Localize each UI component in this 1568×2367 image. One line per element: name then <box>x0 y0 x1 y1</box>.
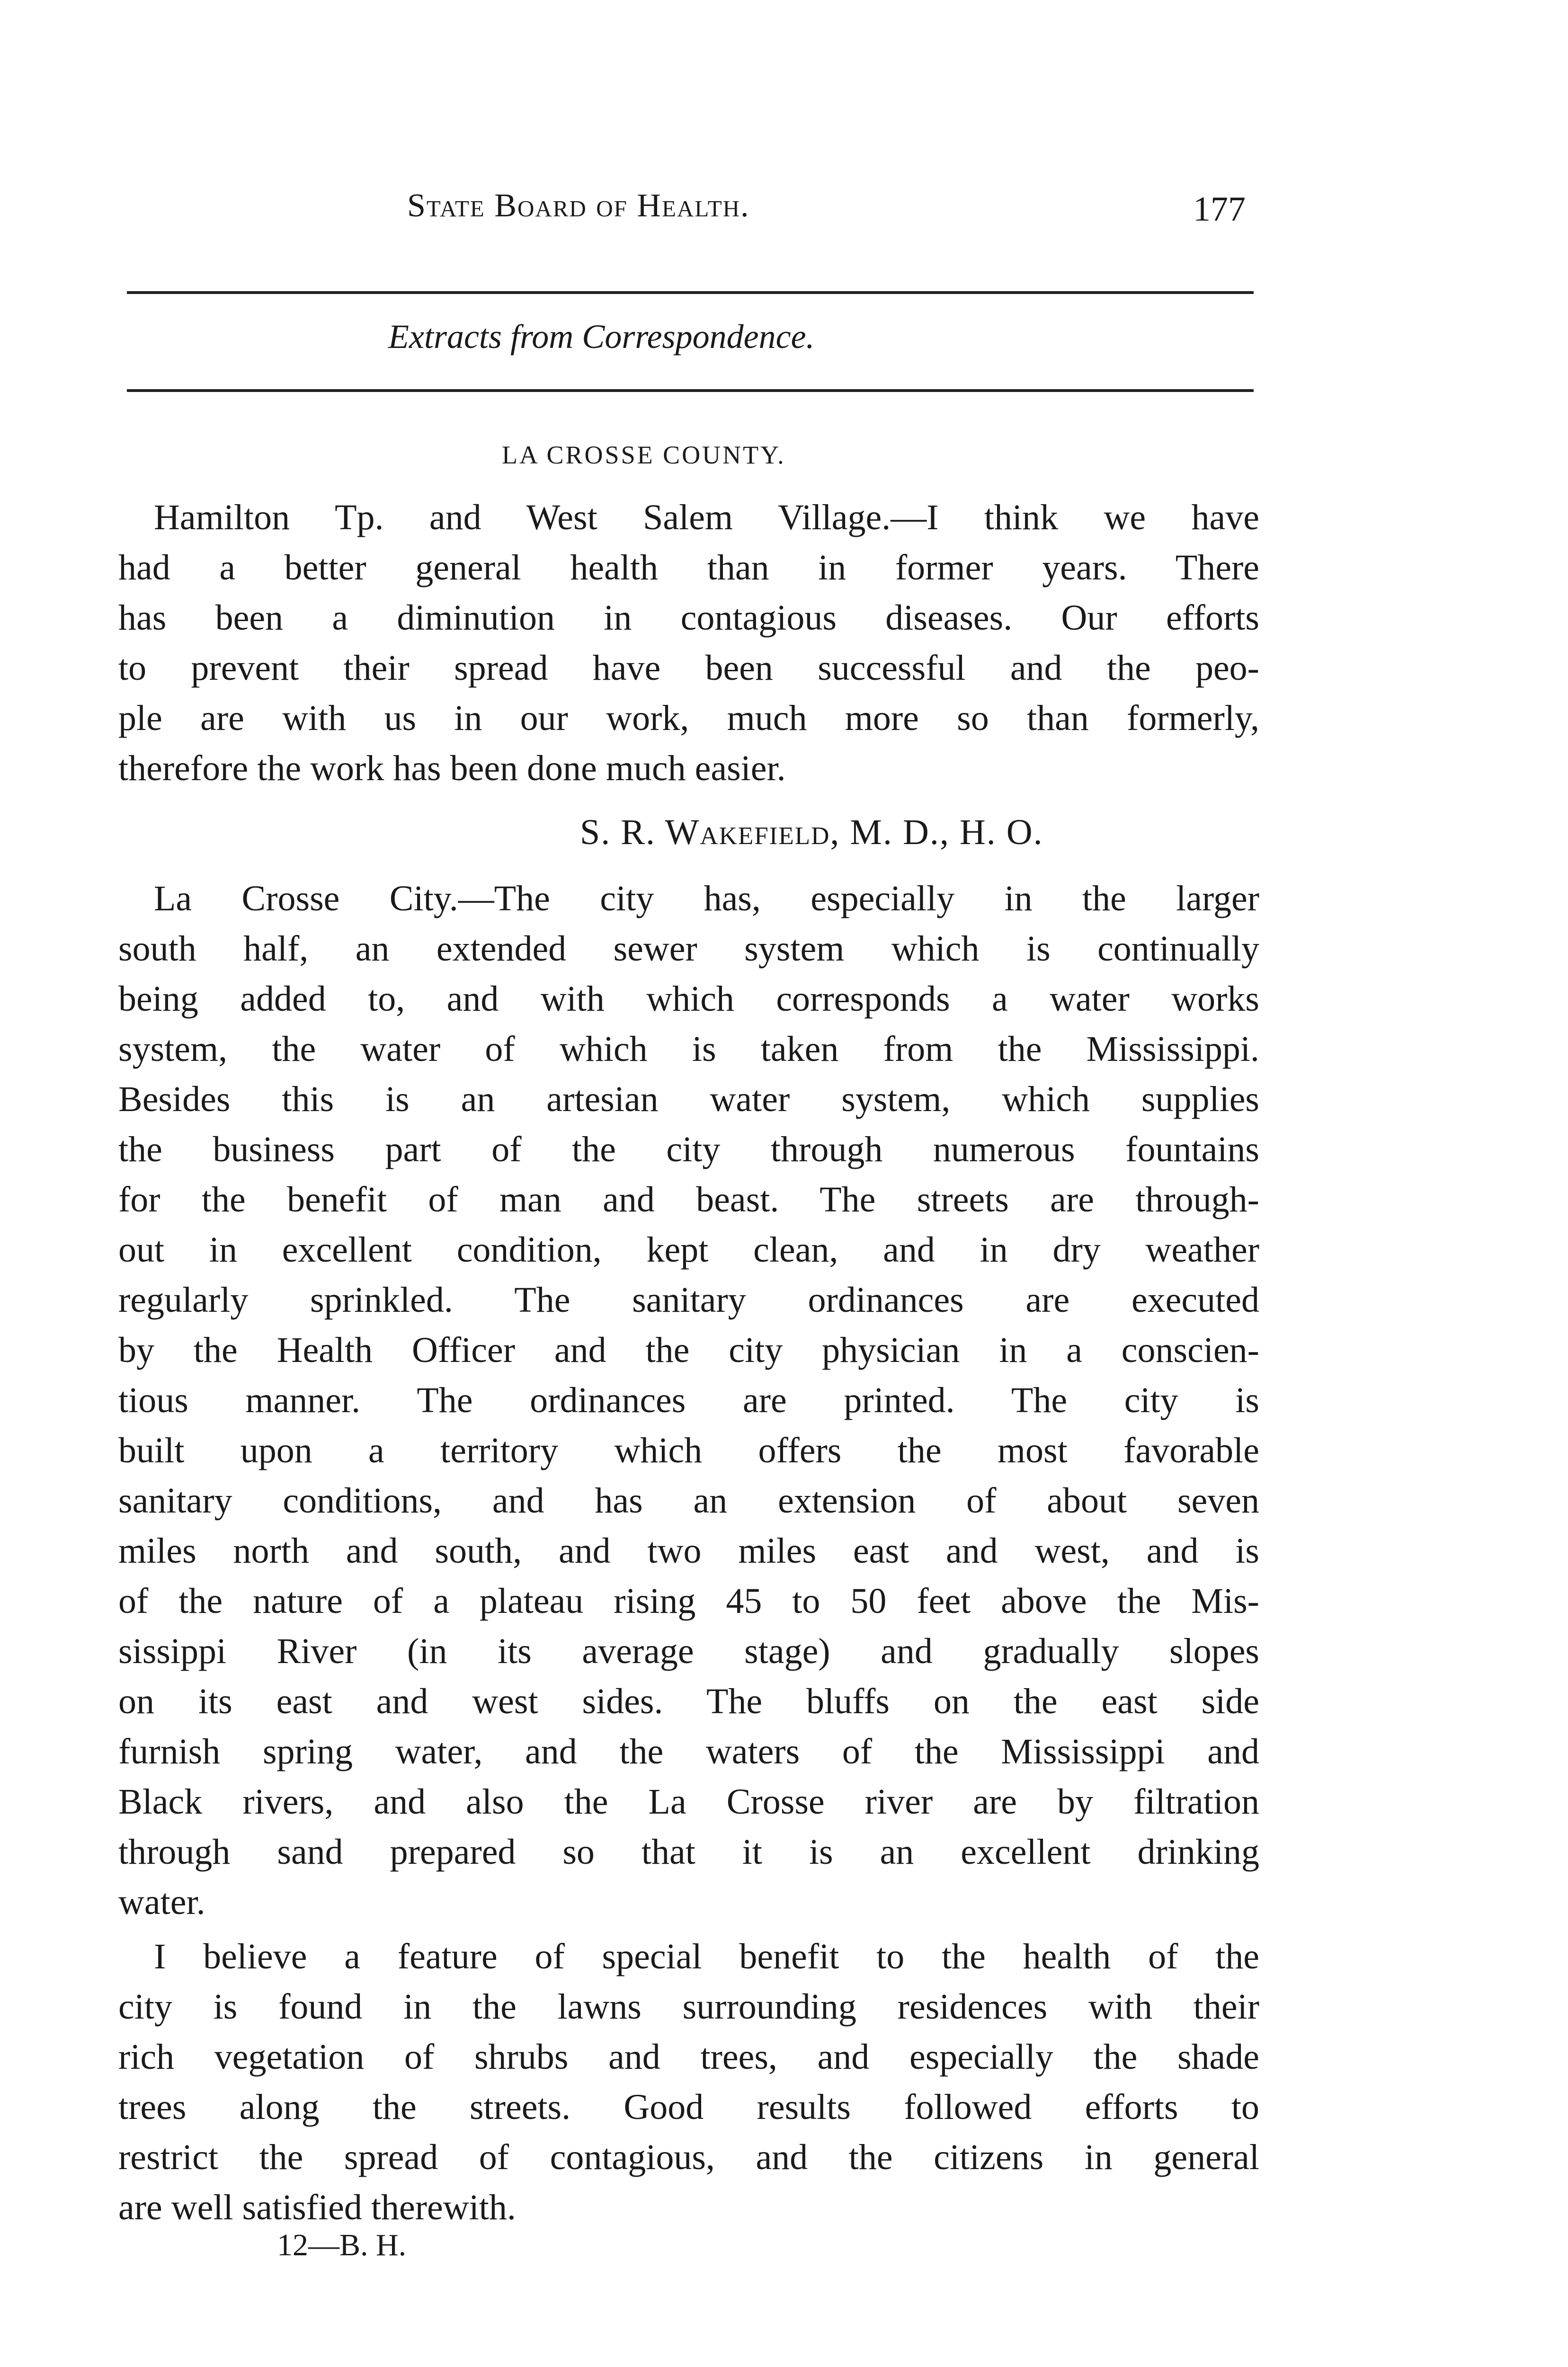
text-line: therefore the work has been done much easier. <box>118 748 786 788</box>
text-line: had a better general health than in former years. There <box>118 548 1259 587</box>
text-line: furnish spring water, and the waters of the Mississippi and <box>118 1732 1259 1771</box>
bottom-rule <box>127 389 1254 392</box>
text-line: for the benefit of man and beast. The streets are through- <box>118 1180 1259 1219</box>
text-line: being added to, and with which corresponds a water works <box>118 979 1259 1019</box>
text-line: by the Health Officer and the city physician in a conscien- <box>118 1330 1259 1370</box>
text-line: water. <box>118 1882 205 1922</box>
text-line: miles north and south, and two miles east and west, and is <box>118 1531 1259 1571</box>
text-line: city is found in the lawns surrounding residences with their <box>118 1987 1259 2027</box>
text-line: out in excellent condition, kept clean, and in dry weather <box>118 1230 1259 1270</box>
page-number: 177 <box>1193 190 1246 229</box>
text-line: I believe a feature of special benefit to the health of the <box>154 1937 1259 1976</box>
text-line: through sand prepared so that it is an excellent drinking <box>118 1832 1259 1872</box>
text-line: on its east and west sides. The bluffs on the east side <box>118 1682 1259 1721</box>
text-line: restrict the spread of contagious, and the citizens in general <box>118 2137 1259 2177</box>
text-line: Hamilton Tp. and West Salem Village.—I think we have <box>154 498 1259 537</box>
text-line: system, the water of which is taken from the Mississippi. <box>118 1029 1259 1069</box>
text-line: the business part of the city through numerous fountains <box>118 1130 1259 1169</box>
running-head: State Board of Health. <box>407 187 750 224</box>
paragraph-la-crosse-city <box>118 873 1259 1927</box>
text-line: built upon a territory which offers the most favorable <box>118 1431 1259 1470</box>
county-heading: LA CROSSE COUNTY. <box>502 441 786 469</box>
text-line: rich vegetation of shrubs and trees, and especially the shade <box>118 2037 1259 2077</box>
text-line: La Crosse City.—The city has, especially in the larger <box>154 879 1259 918</box>
text-line: are well satisfied therewith. <box>118 2188 516 2227</box>
paragraph-hamilton <box>118 492 1259 793</box>
section-title: Extracts from Correspondence. <box>388 318 815 356</box>
text-line: trees along the streets. Good results followed efforts to <box>118 2087 1259 2127</box>
text-line: regularly sprinkled. The sanitary ordinances are executed <box>118 1280 1259 1320</box>
text-line: of the nature of a plateau rising 45 to 50 feet above the Mis- <box>118 1581 1259 1621</box>
text-line: sanitary conditions, and has an extension of about seven <box>118 1481 1259 1521</box>
text-line: has been a diminution in contagious diseases. Our efforts <box>118 598 1259 638</box>
text-line: south half, an extended sewer system which is continually <box>118 929 1259 969</box>
text-line: ple are with us in our work, much more so than formerly, <box>118 698 1259 738</box>
text-line: to prevent their spread have been successful and the peo- <box>118 648 1259 688</box>
text-line: tious manner. The ordinances are printed. The city is <box>118 1380 1259 1420</box>
text-line: Besides this is an artesian water system, which supplies <box>118 1079 1259 1119</box>
signature-text: S. R. Wakefield, M. D., H. O. <box>580 812 1043 852</box>
text-line: Black rivers, and also the La Crosse river are by filtration <box>118 1782 1259 1822</box>
signature-mark: 12—B. H. <box>277 2228 407 2262</box>
text-line: sissippi River (in its average stage) and gradually slopes <box>118 1631 1259 1671</box>
paragraph-lawns <box>118 1931 1259 2233</box>
signature-wakefield <box>580 812 1043 853</box>
top-rule <box>127 291 1254 294</box>
